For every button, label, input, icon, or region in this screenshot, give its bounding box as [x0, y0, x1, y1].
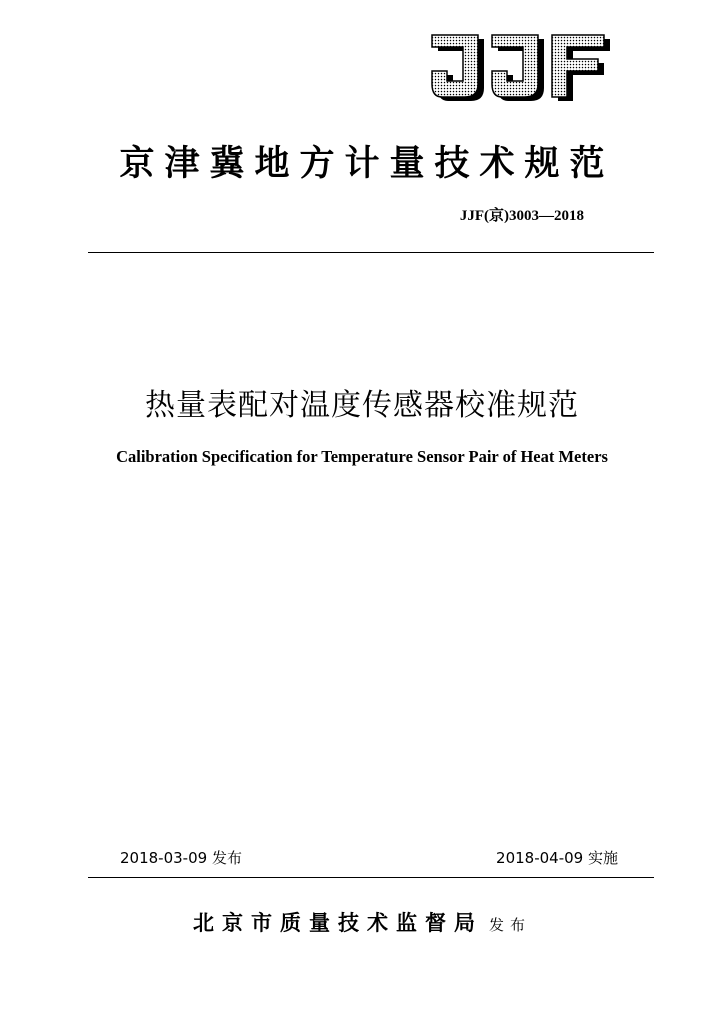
jjf-logo [428, 33, 612, 103]
bottom-divider [88, 877, 654, 878]
series-title: 京津冀地方计量技术规范 [119, 143, 615, 184]
issuer-name: 北京市质量技术监督局 [192, 910, 483, 935]
document-title-english: Calibration Specification for Temperature Sensor Pair of Heat Meters [116, 447, 608, 466]
logo-letters [432, 35, 604, 97]
document-number: JJF(京)3003—2018 [459, 208, 584, 224]
document-title-chinese: 热量表配对温度传感器校准规范 [145, 388, 579, 423]
issuer-line [0, 907, 724, 937]
issuer-action: 发布 [488, 916, 531, 934]
issue-date: 2018-03-09 发布 [120, 849, 242, 867]
effective-date: 2018-04-09 实施 [496, 849, 618, 867]
top-divider [88, 252, 654, 253]
